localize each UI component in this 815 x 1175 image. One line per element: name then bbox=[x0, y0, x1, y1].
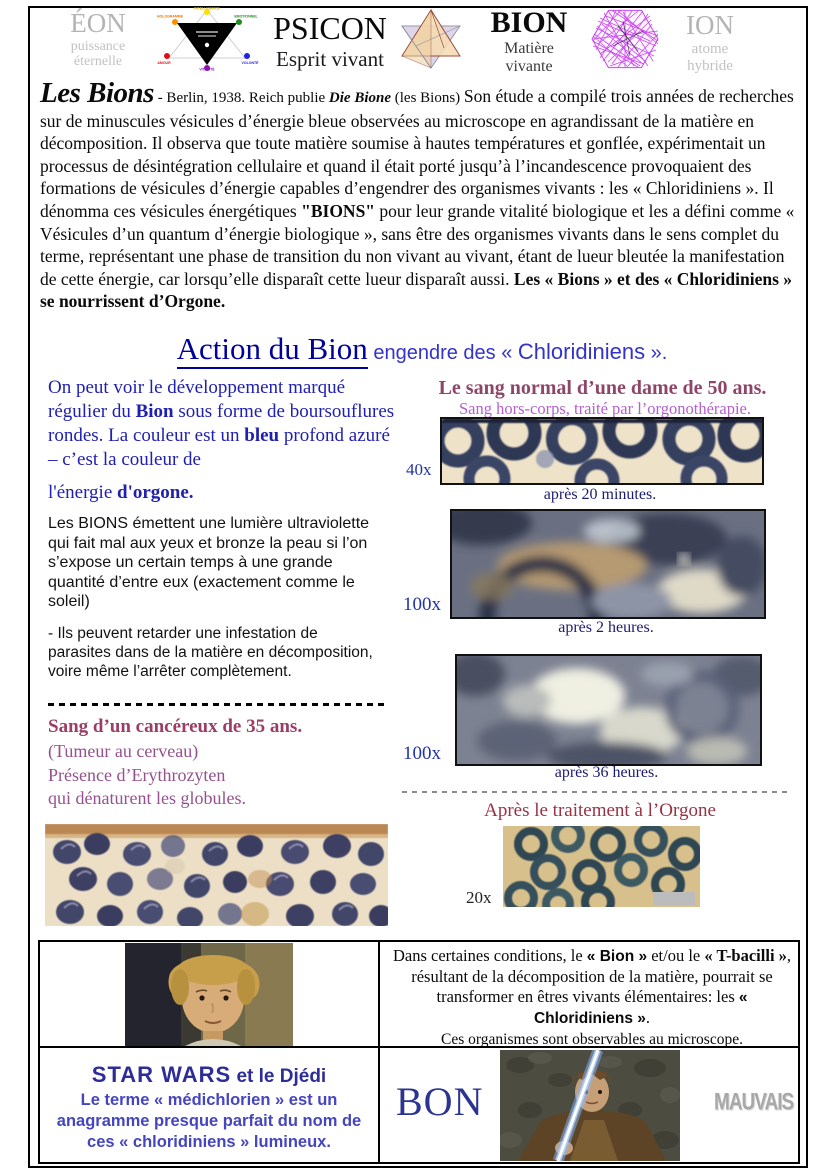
fig4-magnification: 20x bbox=[466, 888, 492, 907]
anakin-child-photo bbox=[125, 943, 293, 1046]
cancer-blood-title: Sang d’un cancéreux de 35 ans. bbox=[48, 716, 303, 737]
bion-sub1: Matière bbox=[504, 40, 554, 57]
fig2-caption: après 2 heures. bbox=[558, 619, 654, 636]
bottom-table-vertical-divider bbox=[378, 940, 380, 1164]
heading-tail: ». bbox=[645, 342, 668, 364]
psicon-title: PSICON bbox=[273, 10, 387, 46]
heading-rest: engendre des « bbox=[367, 342, 518, 364]
logo-ion bbox=[662, 10, 758, 74]
intro-body2: pour leur grande vitalité biologique et les a défini comme « Vésicules d’un quantum d’énergie biologique », sans être des organismes vivants dans le sens complet du terme, représentant une phase de transition du non vivant au vivant, étant de lueur bleutée la manifestation de cette énergie, car lorsqu’elle disparaît cette lueur disparaît aussi. bbox=[40, 200, 795, 289]
intro-seg-small1: - Berlin, 1938. Reich publie bbox=[153, 90, 329, 106]
intro-body1: Son étude a compilé trois années de recherches sur de minuscules vésicules d’énergie bleue observées au microscope en agrandissant de la matière en décomposition. Il observa que toute matière soumise à hautes températures et gonflée, expérimentait un processus de désintégration cellulaire et quand il était porté jusqu’à l’incandescence provoquaient des formations de vésicules d’énergie capables d’engendrer des organismes vivants : les « Chloridiniens ». Il dénomma ces vésicules énergétiques bbox=[40, 86, 794, 221]
eon-title: ÉON bbox=[70, 8, 126, 38]
left-paragraph-parasites: - Ils peuvent retarder une infestation de parasites dans de la matière en décomposition, voire même l’arrêter complètement. bbox=[48, 625, 373, 680]
normal-blood-subtitle: Sang hors-corps, traité par l’orgonothérapie. bbox=[458, 399, 752, 418]
cond-t4: . bbox=[645, 1008, 651, 1027]
normal-blood-title: Le sang normal d’une dame de 50 ans. bbox=[438, 377, 767, 399]
section-heading bbox=[40, 331, 804, 367]
orgone-treatment-heading: Après le traitement à l’Orgone bbox=[484, 800, 716, 821]
mauvais-label: MAUVAIS bbox=[714, 1089, 794, 1116]
conditions-footer: Ces organismes sont observables au microscope. bbox=[441, 1031, 743, 1048]
fig3-magnification: 100x bbox=[403, 743, 441, 764]
triangle-label-top: INTELLIGENCE bbox=[194, 7, 220, 11]
cancer-line-3: qui dénaturent les globules. bbox=[48, 788, 246, 808]
triangle-label-bottom-left: AMOUR bbox=[157, 61, 171, 65]
cond-t3: , résultant de la décomposition de la matière, pourrait se transformer en êtres vivants élémentaires: les bbox=[411, 946, 792, 1006]
left-paragraph-uv: Les BIONS émettent une lumière ultraviolette qui fait mal aux yeux et bronze la peau si l’on s’expose un certain temps à une grande quantité d’entre eux (exactement comme le soleil) bbox=[48, 515, 370, 610]
heading-action-du-bion: Action du Bion bbox=[177, 331, 368, 369]
logo-psicon bbox=[264, 10, 396, 72]
triangle-label-top-left: HOLOGRAMME bbox=[156, 14, 184, 19]
fig1-magnification: 40x bbox=[406, 460, 432, 479]
lp1-c: sous forme de boursouflures rondes. La couleur est un bbox=[48, 401, 395, 446]
triangle-label-bottom: VITALITÉ bbox=[199, 67, 215, 71]
triangle-label-top-right: EMOTIONNEL bbox=[234, 14, 258, 19]
fig3-caption: après 36 heures. bbox=[554, 764, 659, 781]
cond-t2: et/ou le bbox=[647, 946, 705, 965]
cond-bion: « Bion » bbox=[586, 948, 648, 965]
merkaba-icon bbox=[396, 8, 466, 70]
cancer-line-1: (Tumeur au cerveau) bbox=[48, 741, 199, 761]
triangle-label-bottom-right: VOLONTÉ bbox=[241, 61, 259, 65]
left-paragraph-bion bbox=[48, 376, 400, 505]
bion-title: BION bbox=[490, 6, 568, 39]
starwars-title-main: STAR WARS bbox=[91, 1062, 232, 1087]
lp1-a: On peut voir le développement marqué régulier du bbox=[48, 377, 346, 422]
dashed-separator-right bbox=[402, 791, 790, 793]
ion-sub2: hybride bbox=[687, 57, 733, 74]
logo-bion bbox=[474, 6, 584, 75]
intro-title: Les Bions bbox=[40, 77, 154, 109]
lp1-last-line bbox=[48, 481, 400, 505]
bion-sub2: vivante bbox=[505, 57, 553, 75]
dashed-separator-left bbox=[48, 703, 388, 706]
cancer-line-2: Présence d’Erythrozyten bbox=[48, 765, 226, 785]
fig1-caption: après 20 minutes. bbox=[543, 486, 657, 503]
starwars-body: Le terme « médichlorien » est un anagramme presque parfait du nom de ces « chloridiniens » lumineux. bbox=[56, 1091, 362, 1151]
bon-label: BON bbox=[396, 1079, 484, 1124]
cond-tbacilli: « T-bacilli » bbox=[704, 946, 787, 965]
blood-micrograph-100x-36h-image bbox=[455, 654, 762, 766]
psicon-subtitle: Esprit vivant bbox=[276, 47, 384, 71]
conditions-text bbox=[390, 946, 794, 1050]
wireframe-sphere-icon bbox=[588, 6, 662, 72]
blood-micrograph-20x-image bbox=[503, 826, 700, 907]
eon-sub2: éternelle bbox=[73, 54, 123, 70]
eon-sub1: puissance bbox=[70, 39, 126, 54]
intro-book-title: Die Bione bbox=[328, 90, 391, 106]
intro-bold-end: Les « Bions » et des « Chloridiniens » se nourrissent d’Orgone. bbox=[40, 268, 793, 312]
starwars-title bbox=[44, 1062, 374, 1088]
anakin-lightsaber-photo bbox=[500, 1050, 680, 1161]
lp1-f: l'énergie bbox=[48, 482, 118, 503]
intro-bions-word: "BIONS" bbox=[301, 200, 376, 221]
lp1-orgone: d'orgone. bbox=[117, 482, 194, 503]
heading-chloridiniens: Chloridiniens bbox=[517, 339, 646, 364]
intro-seg-small2: (les Bions) bbox=[391, 90, 464, 106]
triangle-chakra-icon bbox=[150, 7, 264, 71]
lp1-e: profond azuré – c’est la couleur de bbox=[48, 425, 390, 470]
cond-chloridiniens: « Chloridiniens » bbox=[533, 989, 748, 1027]
cancer-blood-micrograph-image bbox=[45, 824, 388, 926]
starwars-block bbox=[44, 1062, 374, 1153]
starwars-title-rest: et le Djédi bbox=[231, 1066, 327, 1087]
intro-paragraph bbox=[40, 77, 804, 313]
blood-micrograph-100x-2h-image bbox=[450, 509, 766, 619]
cond-t1: Dans certaines conditions, le bbox=[392, 946, 587, 965]
lp1-bion: Bion bbox=[135, 401, 174, 422]
blood-micrograph-40x-image bbox=[440, 417, 764, 485]
fig2-magnification: 100x bbox=[403, 594, 441, 615]
ion-sub1: atome bbox=[691, 41, 729, 57]
lp1-bleu: bleu bbox=[244, 425, 280, 446]
logo-eon bbox=[52, 8, 144, 70]
ion-title: ION bbox=[686, 10, 734, 40]
